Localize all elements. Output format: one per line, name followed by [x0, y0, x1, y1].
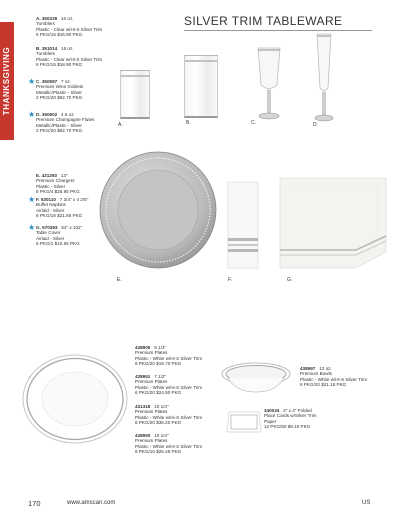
tumbler-16oz-image: [184, 55, 218, 118]
wine-goblet-image: [258, 48, 280, 119]
website-url: www.amscan.com: [67, 500, 116, 506]
product-info-g: G. 570393 54" x 102" Table Cover Airlaid - Silver 6 PKG/1 $10.55 PKG: [36, 225, 83, 247]
product-info-a: A. 350229 10 oz. Tumblers Plastic - Clear w/Hi-S Silver Trim 6 PKG/15 $16.90 PKG: [36, 16, 103, 38]
star-icon: ★: [28, 77, 36, 86]
product-info-plate-7: 438951 7 1/2" Premium Plates Plastic - White w/Hi-S Silver Trim 6 PKG/20 $24.50 PKG: [135, 374, 203, 396]
caption-a: A.: [118, 122, 123, 128]
caption-e: E.: [117, 277, 122, 283]
caption-c: C.: [251, 120, 256, 126]
buffet-napkins-image: [228, 182, 258, 268]
star-icon: ★: [28, 223, 36, 232]
middle-products-image: [98, 150, 388, 275]
caption-f: F.: [228, 277, 232, 283]
star-icon: ★: [28, 195, 36, 204]
caption-d: D.: [313, 122, 318, 128]
page-title: SILVER TRIM TABLEWARE: [184, 14, 343, 28]
star-icon: ★: [28, 110, 36, 119]
product-info-place-cards: 340034 2" x 4" Folded Place Cards w/Silver Trim Paper 12 PKG/50 $9.40 PKG: [264, 408, 317, 430]
premium-plate-image: [20, 352, 130, 446]
table-cover-image: [280, 178, 386, 268]
product-info-d: D. 350602 4.5 oz. Premium Champagne Flutes Metallic/Plastic - Silver 2 PKG/20 $62.70 PKG: [36, 112, 95, 134]
product-info-plate-10-b: 438950 10 1/4" Premium Plates Plastic - White w/Hi-S Silver Trim 6 PKG/10 $25.45 PKG: [135, 433, 203, 455]
caption-g: G.: [287, 277, 293, 283]
champagne-flute-image: [315, 34, 333, 121]
product-info-bowl: 438997 12 oz. Premium Bowls Plastic - White w/Hi-S Silver Trim 6 PKG/20 $21.15 PKG: [300, 366, 368, 388]
region-label: US: [362, 500, 371, 506]
product-info-plate-6: 438905 6 1/4" Premium Plates Plastic - White w/Hi-S Silver Trim 6 PKG/20 $19.70 PKG: [135, 345, 203, 367]
caption-b: B.: [186, 120, 191, 126]
glassware-image: [250, 30, 340, 130]
product-info-e: E. 431293 13" Premium Chargers Plastic - Silver 6 PKG/4 $25.95 PKG: [36, 173, 80, 195]
silver-charger-image: [100, 152, 216, 268]
product-info-b: B. 351014 16 oz. Tumblers Plastic - Clear w/Hi-S Silver Trim 6 PKG/15 $18.90 PKG: [36, 46, 103, 68]
place-cards-image: [226, 408, 262, 436]
tumbler-10oz-image: [120, 70, 150, 119]
product-info-c: C. 350597 7 oz. Premium Wine Goblets Metallic/Plastic - Silver 2 PKG/20 $62.70 PKG: [36, 79, 84, 101]
premium-bowl-image: [220, 360, 292, 396]
section-tab-label: THANKSGIVING: [2, 46, 11, 116]
page-number: 170: [28, 499, 41, 508]
section-tab: [0, 22, 14, 140]
product-info-f: F. 530110 7 3/4" x 4 2/5" Buffet Napkins Airlaid - Silver 6 PKG/16 $21.85 PKG: [36, 197, 89, 219]
product-info-plate-10-a: 431318 10 1/4" Premium Plates Plastic - White w/Hi-S Silver Trim 8 PKG/20 $35.20 PKG: [135, 404, 203, 426]
